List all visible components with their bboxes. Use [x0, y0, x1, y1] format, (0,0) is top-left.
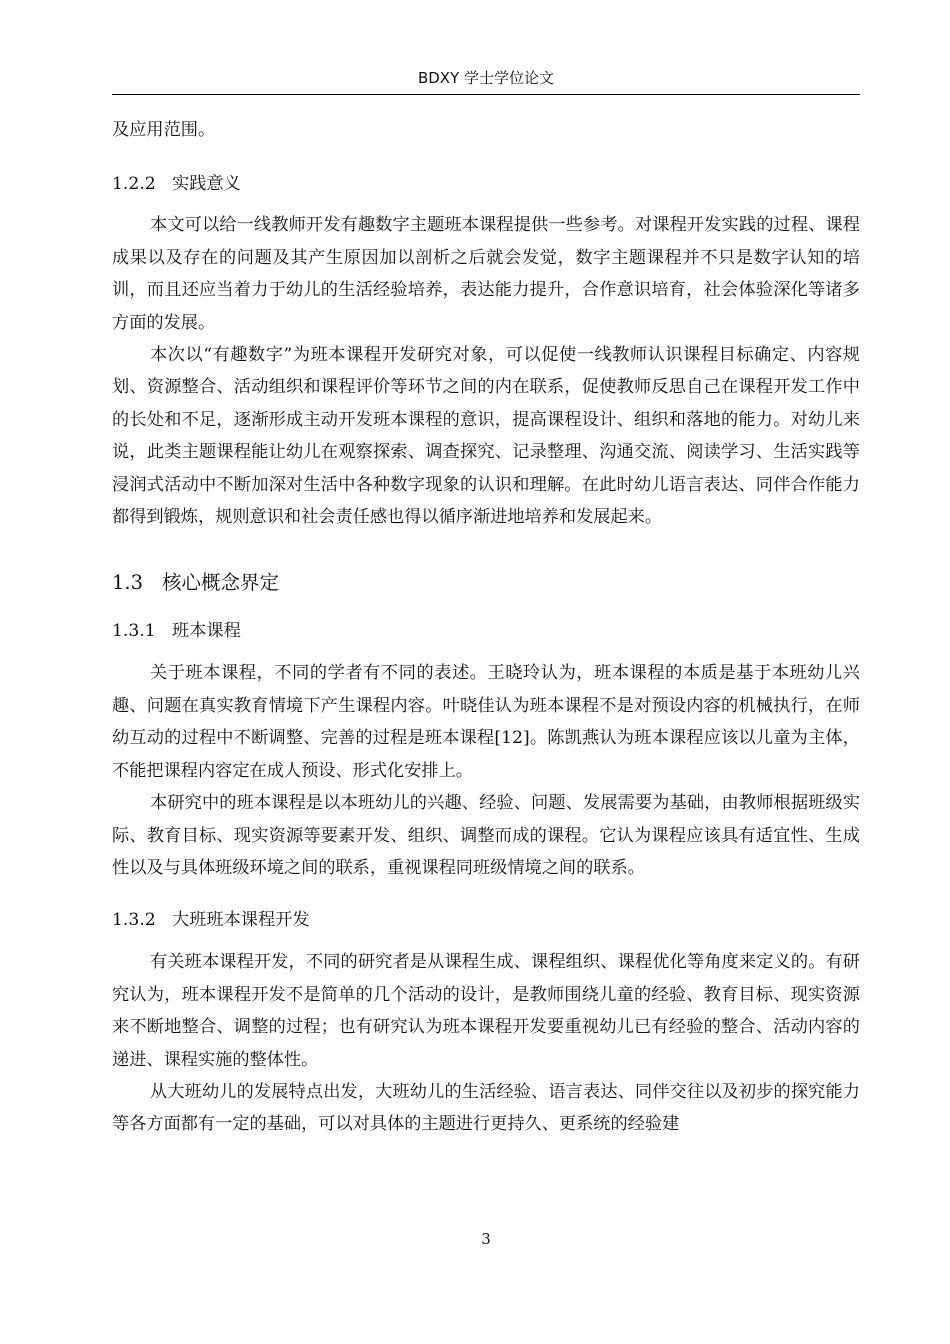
paragraph: 本研究中的班本课程是以本班幼儿的兴趣、经验、问题、发展需要为基础，由教师根据班级实际、教育目标、现实资源等要素开发、组织、调整而成的课程。它认为课程应该具有适宜性、生成性以及与具体班级环境之间的联系，重视课程同班级情境之间的联系。	[112, 793, 860, 878]
section-title: 核心概念界定	[162, 571, 280, 595]
section-title: 大班班本课程开发	[172, 910, 310, 931]
section-title: 班本课程	[172, 621, 241, 642]
section-heading-1-3	[112, 566, 860, 600]
body-content	[112, 114, 860, 1141]
paragraph: 关于班本课程，不同的学者有不同的表述。王晓玲认为，班本课程的本质是基于本班幼儿兴趣、问题在真实教育情境下产生课程内容。叶晓佳认为班本课程不是对预设内容的机械执行，在师幼互动的过程中不断调整、完善的过程是班本课程[12]。陈凯燕认为班本课程应该以儿童为主体，不能把课程内容定在成人预设、形式化安排上。	[112, 663, 860, 781]
section-heading-1-3-2	[112, 904, 860, 936]
header-rule	[112, 94, 860, 95]
paragraph: 有关班本课程开发，不同的研究者是从课程生成、课程组织、课程优化等角度来定义的。有研究认为，班本课程开发不是简单的几个活动的设计，是教师围绕儿童的经验、教育目标、现实资源来不断地整合、调整的过程；也有研究认为班本课程开发要重视幼儿已有经验的整合、活动内容的递进、课程实施的整体性。	[112, 952, 860, 1070]
paragraph: 从大班幼儿的发展特点出发，大班幼儿的生活经验、语言表达、同伴交往以及初步的探究能力等各方面都有一定的基础，可以对具体的主题进行更持久、更系统的经验建	[112, 1081, 860, 1135]
paragraph-continuation: 及应用范围。	[112, 120, 216, 140]
page-number: 3	[481, 1230, 491, 1248]
paragraph: 本文可以给一线教师开发有趣数字主题班本课程提供一些参考。对课程开发实践的过程、课程成果以及存在的问题及其产生原因加以剖析之后就会发觉，数字主题课程并不只是数字认知的培训，而且还应当着力于幼儿的生活经验培养，表达能力提升，合作意识培育，社会体验深化等诸多方面的发展。	[112, 215, 860, 333]
section-title: 实践意义	[172, 174, 241, 195]
section-number: 1.2.2	[112, 174, 156, 195]
section-number: 1.3.2	[112, 910, 156, 931]
section-number: 1.3	[112, 571, 144, 595]
running-header: BDXY 学士学位论文	[417, 69, 555, 87]
paragraph: 本次以“有趣数字”为班本课程开发研究对象，可以促使一线教师认识课程目标确定、内容规划、资源整合、活动组织和课程评价等环节之间的内在联系，促使教师反思自己在课程开发工作中的长处和不足，逐渐形成主动开发班本课程的意识，提高课程设计、组织和落地的能力。对幼儿来说，此类主题课程能让幼儿在观察探索、调查探究、记录整理、沟通交流、阅读学习、生活实践等浸润式活动中不断加深对生活中各种数字现象的认识和理解。在此时幼儿语言表达、同伴合作能力都得到锻炼，规则意识和社会责任感也得以循序渐进地培养和发展起来。	[112, 345, 860, 528]
section-number: 1.3.1	[112, 621, 156, 642]
section-heading-1-3-1	[112, 615, 860, 647]
section-heading-1-2-2	[112, 168, 860, 200]
